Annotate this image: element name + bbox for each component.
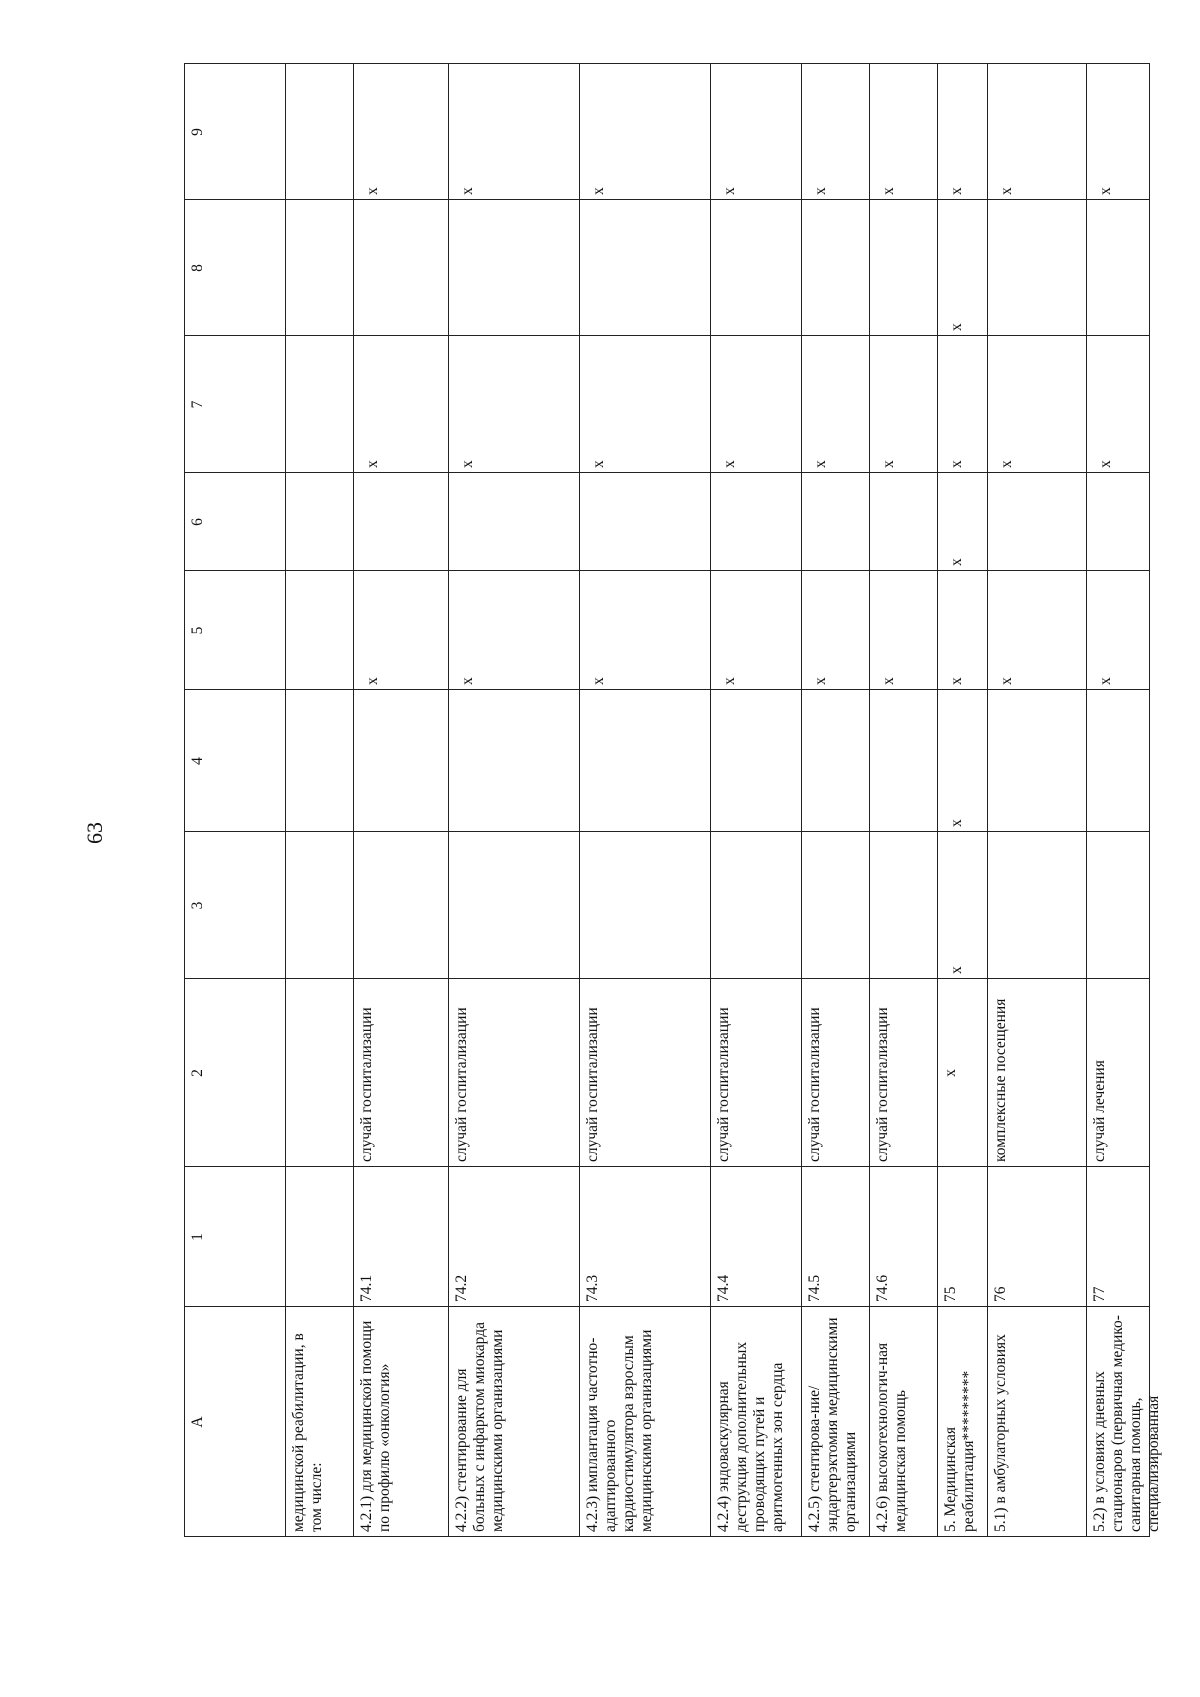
table-cell (988, 571, 1087, 690)
table-cell (1087, 979, 1150, 1167)
cell-value: 74.2 (453, 1274, 470, 1302)
cell-value (870, 690, 937, 832)
cell-value (286, 200, 353, 336)
visual-row (185, 473, 1150, 571)
table-cell (580, 200, 711, 336)
visual-row (185, 832, 1150, 979)
table-cell (286, 200, 354, 336)
table-cell (449, 200, 580, 336)
table-cell (580, 1167, 711, 1307)
table-cell (354, 571, 449, 690)
table-cell (988, 200, 1087, 336)
cell-value: х (948, 966, 965, 974)
table-cell (354, 1307, 449, 1537)
table-cell (580, 336, 711, 473)
cell-value: случай госпитализации (358, 1007, 375, 1162)
table-cell (802, 1307, 870, 1537)
cell-value (286, 473, 353, 571)
cell-value (802, 832, 869, 979)
row-label: 4.2.6) высокотехнологич-ная медицинская помощь (874, 1342, 909, 1532)
cell-value: х (948, 819, 965, 827)
cell-value (711, 200, 801, 336)
table-cell (988, 1307, 1087, 1537)
table-cell (802, 200, 870, 336)
table-cell (938, 473, 988, 571)
cell-value (988, 200, 1086, 336)
cell-value: х (1097, 187, 1114, 195)
cell-value: х (459, 460, 476, 468)
cell-value: 74.5 (806, 1274, 823, 1302)
table-cell (870, 690, 938, 832)
visual-row (185, 64, 1150, 200)
cell-value (580, 690, 710, 832)
table-cell (711, 690, 802, 832)
column-header: 2 (189, 1069, 206, 1077)
cell-value: 74.6 (874, 1274, 891, 1302)
visual-row (185, 200, 1150, 336)
table-cell (580, 832, 711, 979)
cell-value: х (948, 187, 965, 195)
column-header: 5 (189, 626, 206, 635)
table-cell (988, 832, 1087, 979)
cell-value: 75 (942, 1286, 959, 1302)
table-cell (938, 64, 988, 200)
cell-value (1087, 200, 1101, 336)
table-cell (988, 1167, 1087, 1307)
table-cell (1087, 571, 1150, 690)
table-cell (802, 473, 870, 571)
cell-value: х (998, 460, 1015, 468)
cell-value (286, 1167, 353, 1307)
cell-value: х (948, 323, 965, 331)
table-cell (711, 473, 802, 571)
table-cell (449, 336, 580, 473)
cell-value: х (721, 187, 738, 195)
table-cell (711, 64, 802, 200)
cell-value: 74.4 (715, 1274, 732, 1302)
table-cell (870, 336, 938, 473)
cell-value (449, 200, 579, 336)
table-cell (870, 1167, 938, 1307)
table-cell (286, 336, 354, 473)
visual-row (185, 690, 1150, 832)
cell-value (802, 690, 869, 832)
table-cell (449, 1167, 580, 1307)
row-label: 5. Медицинская реабилитация********* (942, 1370, 977, 1532)
table-cell (354, 832, 449, 979)
row-label: 5.1) в амбулаторных условиях (992, 1334, 1009, 1532)
cell-value: х (459, 677, 476, 685)
cell-value: х (590, 460, 607, 468)
cell-value: случай лечения (1091, 1060, 1108, 1162)
table-cell (988, 336, 1087, 473)
table-cell (1087, 1167, 1150, 1307)
table-cell (286, 1167, 354, 1307)
visual-row (185, 1167, 1150, 1307)
cell-value (711, 473, 801, 571)
column-header: 6 (189, 518, 206, 526)
table-cell (449, 1307, 580, 1537)
table-cell (802, 832, 870, 979)
data-table (184, 63, 1162, 1537)
cell-value: х (590, 187, 607, 195)
cell-value (286, 336, 353, 473)
table-cell (711, 979, 802, 1167)
table-cell (802, 690, 870, 832)
cell-value: случай госпитализации (874, 1007, 891, 1162)
visual-row (185, 979, 1150, 1167)
header-cell (185, 64, 286, 200)
table-cell (354, 979, 449, 1167)
cell-value: х (590, 677, 607, 685)
cell-value (354, 473, 448, 571)
cell-value: комплексные посещения (992, 998, 1009, 1162)
cell-value: х (948, 460, 965, 468)
cell-value: 76 (992, 1286, 1009, 1302)
table-cell (286, 64, 354, 200)
table-cell (938, 690, 988, 832)
column-header: 9 (189, 128, 206, 136)
row-label: 4.2.5) стентирова-ние/эндартерэктомия медицинскими организациями (806, 1317, 859, 1532)
column-header: 4 (189, 757, 206, 765)
cell-value: х (721, 460, 738, 468)
header-cell (185, 1167, 286, 1307)
cell-value: х (948, 677, 965, 685)
column-header: 3 (189, 901, 206, 910)
cell-value: х (364, 187, 381, 195)
cell-value: х (880, 460, 897, 468)
table-cell (449, 979, 580, 1167)
cell-value: х (364, 677, 381, 685)
cell-value (580, 832, 710, 979)
table-cell (286, 979, 354, 1167)
row-label: 4.2.1) для медицинской помощи по профилю «онкология» (358, 1320, 393, 1532)
table-cell (870, 979, 938, 1167)
table-cell (802, 571, 870, 690)
header-cell (185, 1307, 286, 1537)
cell-value (988, 473, 1086, 571)
table-cell (938, 832, 988, 979)
cell-value (449, 690, 579, 832)
table-cell (870, 1307, 938, 1537)
table-cell (711, 336, 802, 473)
cell-value: х (364, 460, 381, 468)
table-cell (580, 473, 711, 571)
table-cell (449, 473, 580, 571)
cell-value: 77 (1091, 1286, 1108, 1302)
cell-value (449, 473, 579, 571)
cell-value: 74.3 (584, 1274, 601, 1302)
cell-value (870, 200, 937, 336)
column-header: 1 (189, 1233, 206, 1241)
table-cell (988, 473, 1087, 571)
cell-value: х (812, 187, 829, 195)
cell-value (1087, 473, 1101, 571)
row-label: 5.2) в условиях дневных стационаров (первичная медико-санитарная помощь, специализированная (1091, 1315, 1162, 1532)
page-number: 63 (82, 822, 107, 844)
table-cell (988, 979, 1087, 1167)
cell-value (580, 200, 710, 336)
table-cell (1087, 473, 1150, 571)
cell-value: х (1097, 677, 1114, 685)
table-cell (354, 64, 449, 200)
table-cell (711, 1307, 802, 1537)
cell-value: случай госпитализации (806, 1007, 823, 1162)
cell-value (580, 473, 710, 571)
cell-value: х (948, 558, 965, 566)
cell-value: х (812, 460, 829, 468)
table-cell (354, 1167, 449, 1307)
visual-row (185, 336, 1150, 473)
table-cell (938, 1307, 988, 1537)
table-cell (711, 200, 802, 336)
cell-value: х (998, 677, 1015, 685)
table-cell (711, 1167, 802, 1307)
table-cell (1087, 64, 1150, 200)
table-cell (988, 64, 1087, 200)
table-cell (1087, 832, 1150, 979)
cell-value: х (942, 1069, 959, 1077)
table-cell (1087, 336, 1150, 473)
cell-value (354, 690, 448, 832)
cell-value (286, 832, 353, 979)
table-cell (1087, 690, 1150, 832)
table-cell (870, 473, 938, 571)
table-cell (449, 832, 580, 979)
header-cell (185, 473, 286, 571)
cell-value: случай госпитализации (584, 1007, 601, 1162)
cell-value: случай госпитализации (453, 1007, 470, 1162)
cell-value (449, 832, 579, 979)
column-header: А (189, 1416, 206, 1428)
table-cell (354, 200, 449, 336)
table-cell (580, 979, 711, 1167)
cell-value (802, 200, 869, 336)
cell-value: х (1097, 460, 1114, 468)
table-cell (938, 1167, 988, 1307)
visual-row (185, 1307, 1150, 1537)
cell-value (870, 832, 937, 979)
row-label: медицинской реабилитации, в том числе: (290, 1333, 325, 1532)
table-cell (870, 200, 938, 336)
table-cell (354, 690, 449, 832)
cell-value (1087, 690, 1101, 832)
table-cell (286, 1307, 354, 1537)
cell-value (870, 473, 937, 571)
column-header: 7 (189, 400, 206, 409)
table-cell (286, 832, 354, 979)
table-cell (449, 64, 580, 200)
table-cell (870, 832, 938, 979)
cell-value (802, 473, 869, 571)
table-cell (938, 979, 988, 1167)
cell-value (988, 690, 1086, 832)
cell-value (711, 832, 801, 979)
cell-value (711, 690, 801, 832)
cell-value (286, 690, 353, 832)
cell-value (354, 832, 448, 979)
table-cell (938, 571, 988, 690)
table-cell (354, 336, 449, 473)
table-cell (870, 64, 938, 200)
cell-value: х (721, 677, 738, 685)
cell-value: 74.1 (358, 1274, 375, 1302)
header-cell (185, 690, 286, 832)
cell-value (286, 979, 353, 1167)
header-cell (185, 200, 286, 336)
table-cell (449, 571, 580, 690)
table-cell (802, 64, 870, 200)
row-label: 4.2.3) имплантация частотно-адаптированного кардиостимулятора взрослым медицинскими организациями (584, 1329, 655, 1532)
cell-value: случай госпитализации (715, 1007, 732, 1162)
table-cell (938, 336, 988, 473)
visual-row (185, 571, 1150, 690)
cell-value: х (880, 677, 897, 685)
table-cell (354, 473, 449, 571)
table-cell (938, 200, 988, 336)
table-cell (580, 1307, 711, 1537)
table-cell (802, 336, 870, 473)
table-cell (449, 690, 580, 832)
table-cell (711, 832, 802, 979)
cell-value (286, 571, 353, 690)
table-cell (286, 473, 354, 571)
cell-value (988, 832, 1086, 979)
cell-value (1087, 832, 1101, 979)
header-cell (185, 979, 286, 1167)
cell-value: х (459, 187, 476, 195)
table-cell (580, 690, 711, 832)
table-cell (580, 571, 711, 690)
table-cell (802, 979, 870, 1167)
table-cell (802, 1167, 870, 1307)
header-cell (185, 571, 286, 690)
table-cell (988, 690, 1087, 832)
table-cell (1087, 1307, 1162, 1537)
row-label: 4.2.2) стентирование для больных с инфарктом миокарда медицинскими организациями (453, 1322, 506, 1532)
cell-value: х (998, 187, 1015, 195)
table-cell (286, 690, 354, 832)
cell-value: х (880, 187, 897, 195)
table-cell (870, 571, 938, 690)
cell-value: х (812, 677, 829, 685)
header-cell (185, 832, 286, 979)
table-cell (286, 571, 354, 690)
cell-value (354, 200, 448, 336)
header-cell (185, 336, 286, 473)
table-cell (1087, 200, 1150, 336)
row-label: 4.2.4) эндоваскулярная деструкция дополнительных проводящих путей и аритмогенных зон сердца (715, 1341, 786, 1532)
table-cell (711, 571, 802, 690)
table-cell (580, 64, 711, 200)
column-header: 8 (189, 264, 206, 272)
cell-value (286, 64, 353, 200)
